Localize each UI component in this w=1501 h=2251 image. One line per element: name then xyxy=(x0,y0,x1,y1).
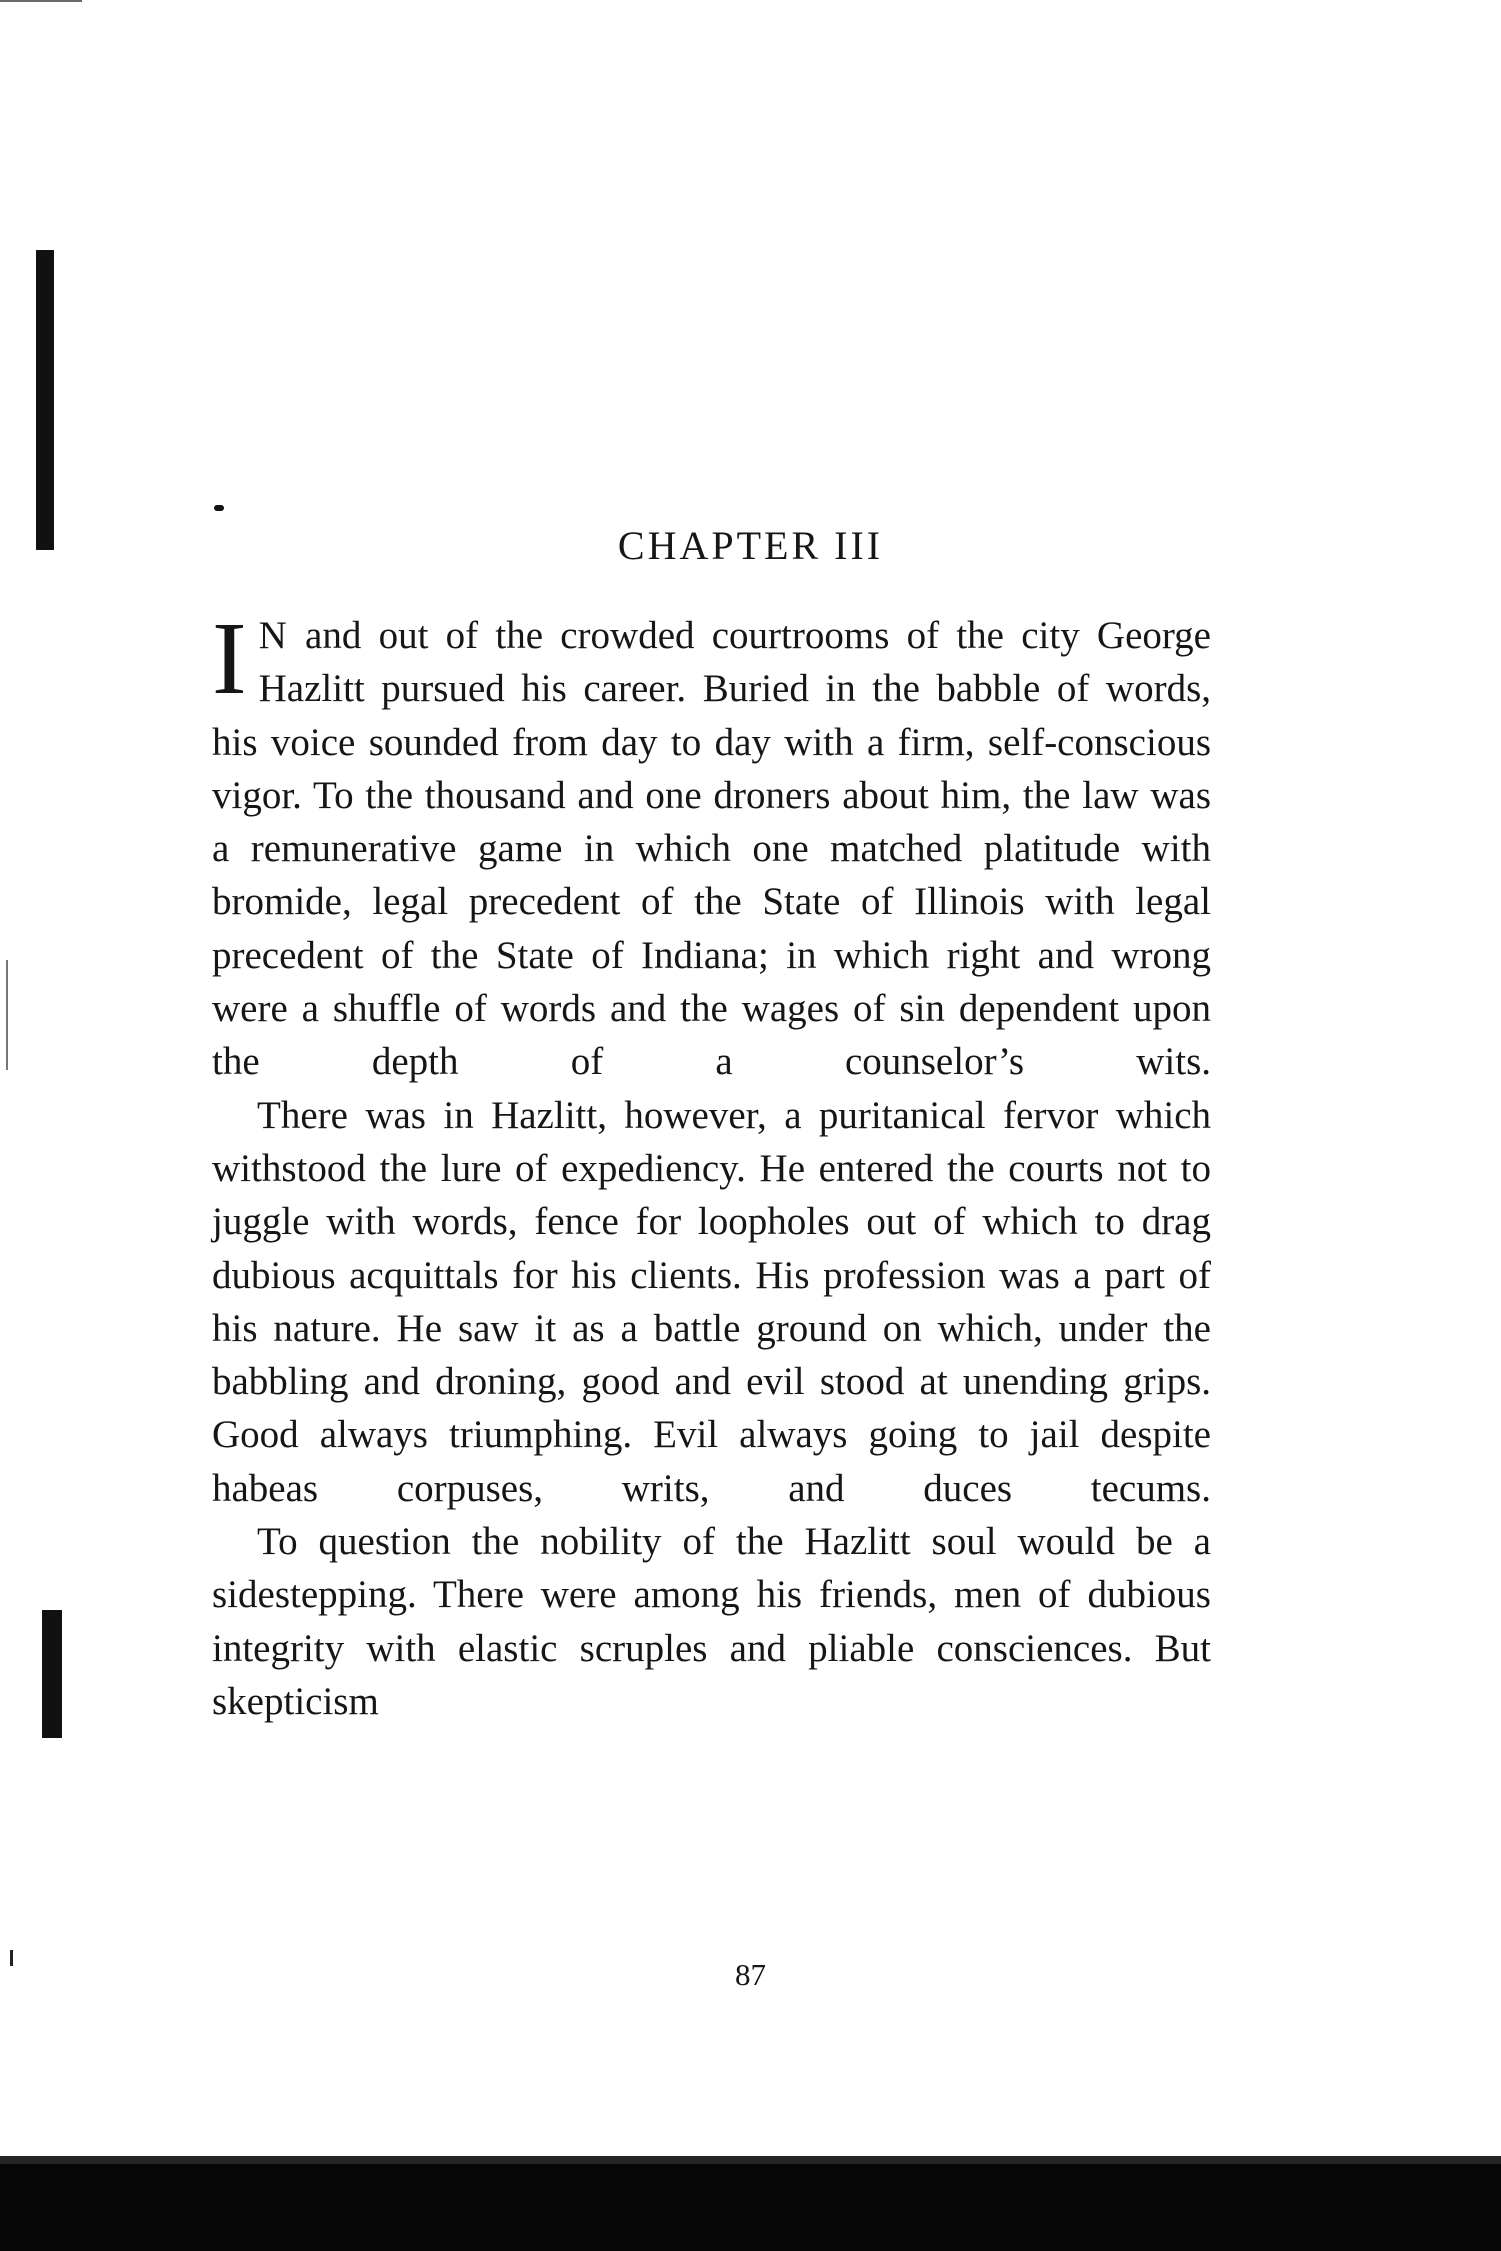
left-margin-bullet xyxy=(214,505,224,511)
drop-cap: I xyxy=(212,601,247,716)
left-margin-thin-line xyxy=(6,960,8,1070)
paragraph-1 xyxy=(212,601,1211,1089)
body-text xyxy=(212,601,1211,1728)
left-margin-scan-mark-upper xyxy=(36,250,54,550)
left-margin-scan-mark-lower xyxy=(42,1610,62,1738)
bottom-scan-border xyxy=(0,2162,1501,2251)
paragraph-3: To question the nobility of the Hazlitt soul would be a sidestepping. There were among his friends, men of dubious integrity with elastic scruples and pliable consciences. But skepticism xyxy=(212,1520,1211,1723)
chapter-title: CHAPTER III xyxy=(617,523,884,568)
first-word-rest: N xyxy=(258,614,288,657)
paragraph-1-text: and out of the crowded courtrooms of the city George Hazlitt pursued his career. Buried in the babble of words, his voice sounded from day to day with a firm, self-conscious vigor. To the thousand and one droners about him, the law was a remunerative game in which one matched platitude with bromide, legal precedent of the State of Illinois with legal precedent of the State of Indiana; in which right and wrong were a shuffle of words and the wages of sin dependent upon the depth of a counselor’s wits. xyxy=(212,614,1211,1084)
page-number: 87 xyxy=(735,1957,766,1992)
paragraph-2: There was in Hazlitt, however, a puritanical fervor which withstood the lure of expediency. He entered the courts not to juggle with words, fence for loopholes out of which to drag dubious acquittals for his clients. His profession was a part of his nature. He saw it as a battle ground on which, under the babbling and droning, good and evil stood at unending grips. Good always triumphing. Evil always going to jail despite habeas corpuses, writs, and duces tecums. xyxy=(212,1093,1211,1510)
top-rule-mark xyxy=(0,0,82,2)
